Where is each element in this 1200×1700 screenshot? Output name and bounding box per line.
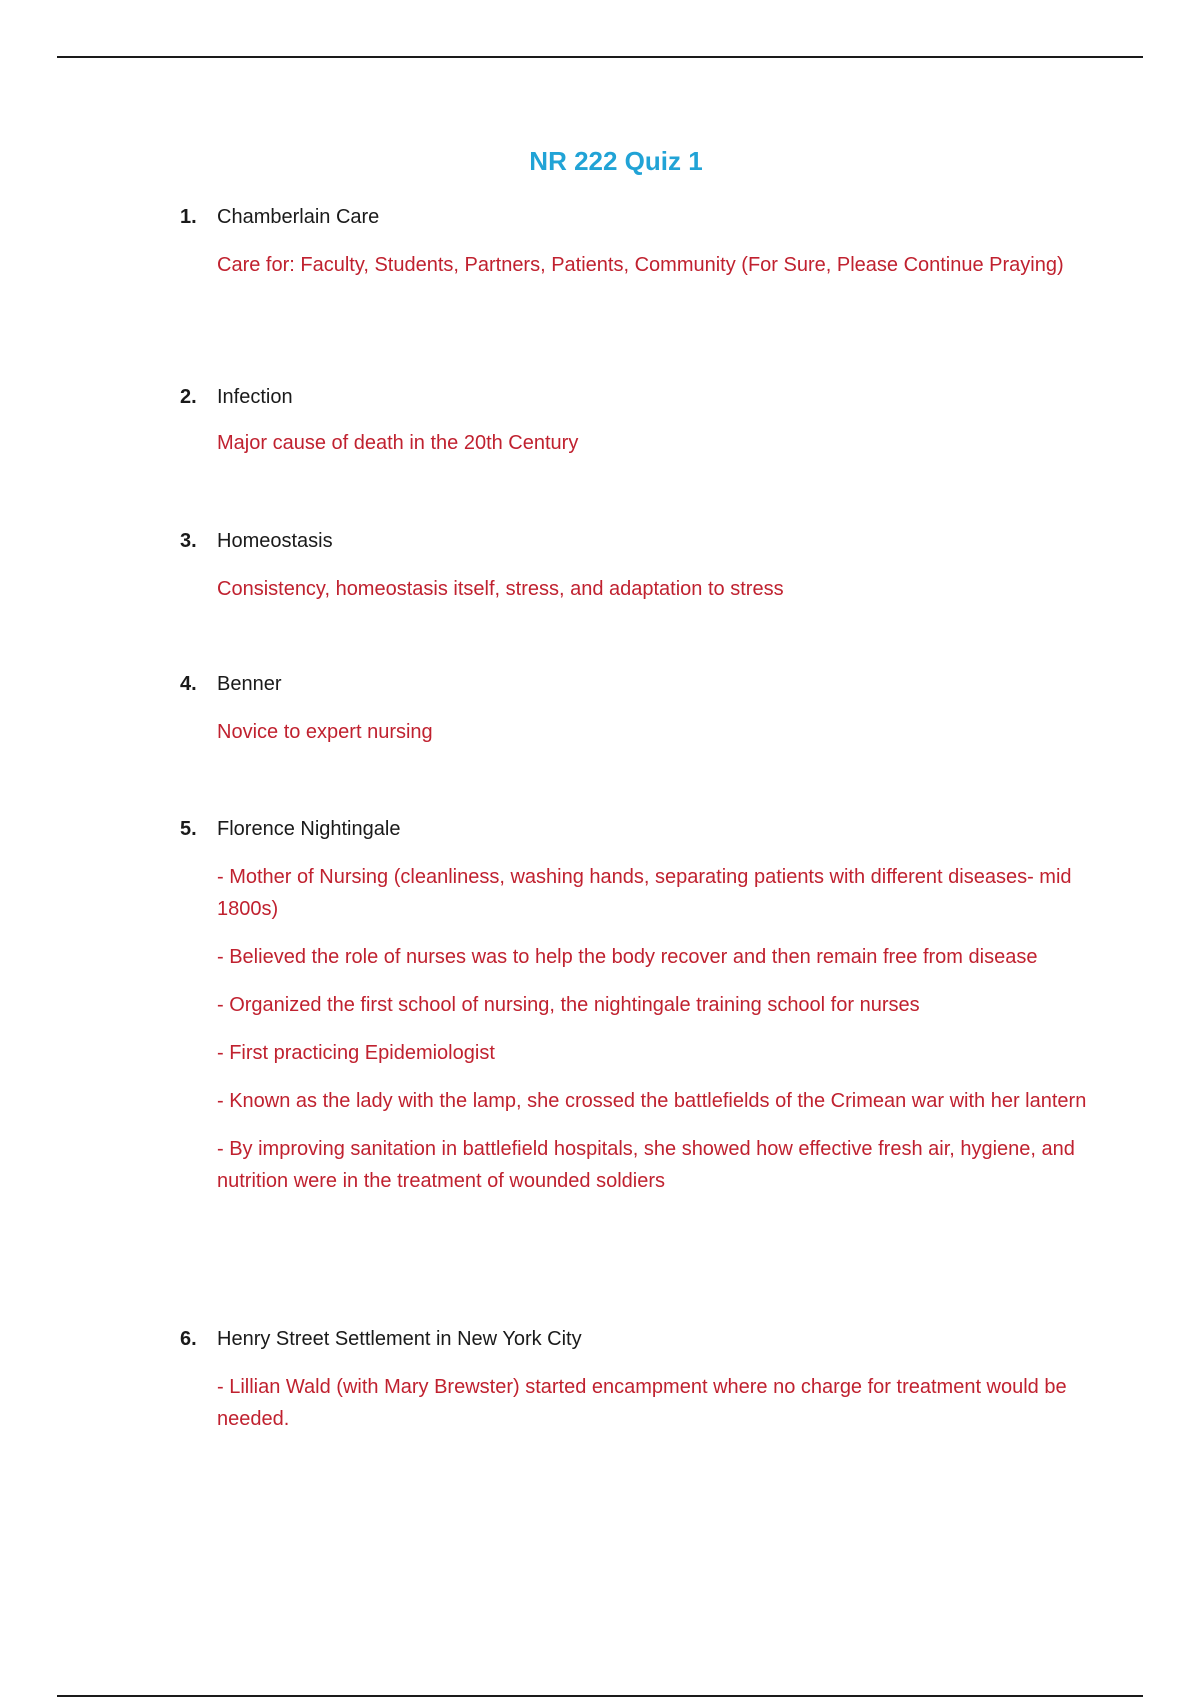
footer-rule [57,1695,1143,1697]
question-number: 2. [180,386,197,408]
question-number: 5. [180,818,197,840]
question-number: 1. [180,206,197,228]
question-item [0,1325,1200,1435]
answer-text: - Known as the lady with the lamp, she crossed the battlefields of the Crimean war with her lantern [217,1090,1087,1112]
answer-text: - By improving sanitation in battlefield hospitals, she showed how effective fresh air, hygiene, and nutrition were in the treatment of wounded soldiers [217,1138,1075,1192]
question-term: Florence Nightingale [217,818,401,840]
answer-text: - Mother of Nursing (cleanliness, washing hands, separating patients with different diseases- mid 1800s) [217,866,1072,920]
question-item [0,383,1200,459]
answer-text: Consistency, homeostasis itself, stress, and adaptation to stress [217,578,784,600]
answer-text: - First practicing Epidemiologist [217,1042,495,1064]
answer-text: Novice to expert nursing [217,721,433,743]
question-number: 4. [180,673,197,695]
answer-text: - Lillian Wald (with Mary Brewster) started encampment where no charge for treatment would be needed. [217,1376,1067,1430]
question-term: Henry Street Settlement in New York City [217,1328,582,1350]
question-item [0,527,1200,605]
question-item [0,670,1200,748]
question-term: Benner [217,673,282,695]
answer-text: Major cause of death in the 20th Century [217,432,579,454]
question-item [0,815,1200,1197]
question-number: 3. [180,530,197,552]
answer-text: - Believed the role of nurses was to help the body recover and then remain free from disease [217,946,1038,968]
question-number: 6. [180,1328,197,1350]
page-title: NR 222 Quiz 1 [529,146,703,176]
question-term: Infection [217,386,293,408]
answer-text: - Organized the first school of nursing, the nightingale training school for nurses [217,994,920,1016]
answer-text: Care for: Faculty, Students, Partners, Patients, Community (For Sure, Please Continue Praying) [217,254,1064,276]
header-rule [57,56,1143,58]
question-item [0,203,1200,281]
question-term: Chamberlain Care [217,206,380,228]
question-term: Homeostasis [217,530,333,552]
